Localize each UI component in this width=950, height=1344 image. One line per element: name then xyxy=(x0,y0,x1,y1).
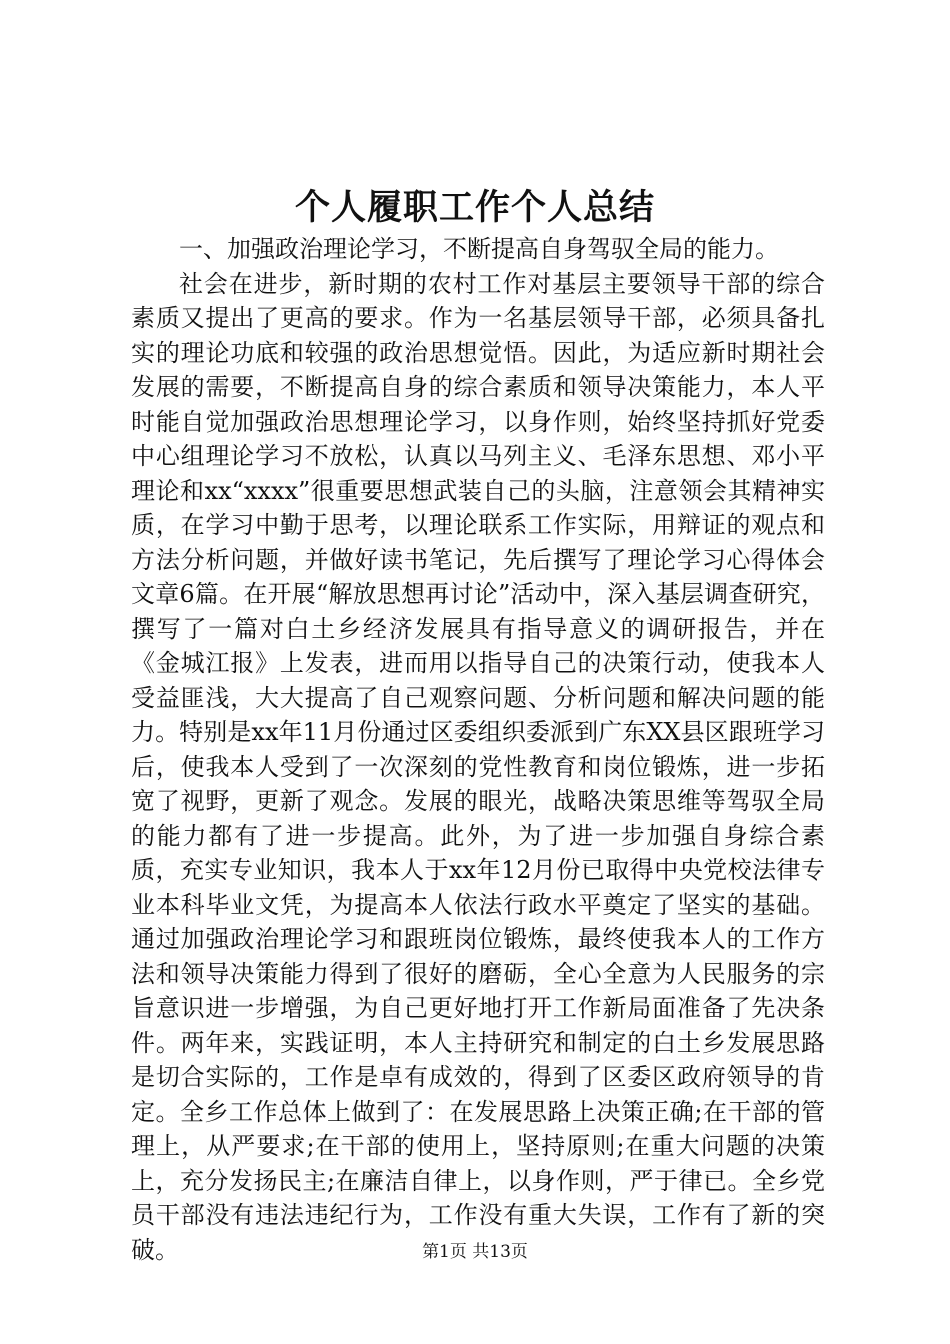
document-title: 个人履职工作个人总结 xyxy=(294,187,655,228)
body-paragraph: 社会在进步，新时期的农村工作对基层主要领导干部的综合素质又提出了更高的要求。作为一名基层领导干部，必须具备扎实的理论功底和较强的政治思想觉悟。因此，为适应新时期社会发展的需要，不断提高自身的综合素质和领导决策能力，本人平时能自觉加强政治思想理论学习，以身作则，始终坚持抓好党委中心组理论学习不放松，认真以马列主义、毛泽东思想、邓小平理论和xx“xxxx”很重要思想武装自己的头脑，注意领会其精神实质，在学习中勤于思考，以理论联系工作实际，用辩证的观点和方法分析问题，并做好读书笔记，先后撰写了理论学习心得体会文章6篇。在开展“解放思想再讨论”活动中，深入基层调查研究，撰写了一篇对白土乡经济发展具有指导意义的调研报告，并在《金城江报》上发表，进而用以指导自己的决策行动，使我本人受益匪浅，大大提高了自己观察问题、分析问题和解决问题的能力。特别是xx年11月份通过区委组织委派到广东XX县区跟班学习后，使我本人受到了一次深刻的党性教育和岗位锻炼，进一步拓宽了视野，更新了观念。发展的眼光，战略决策思维等驾驭全局的能力都有了进一步提高。此外，为了进一步加强自身综合素质，充实专业知识，我本人于xx年12月份已取得中央党校法律专业本科毕业文凭，为提高本人依法行政水平奠定了坚实的基础。通过加强政治理论学习和跟班岗位锻炼，最终使我本人的工作方法和领导决策能力得到了很好的磨砺，全心全意为人民服务的宗旨意识进一步增强，为自己更好地打开工作新局面准备了先决条件。两年来，实践证明，本人主持研究和制定的白土乡发展思路是切合实际的，工作是卓有成效的，得到了区委区政府领导的肯定。全乡工作总体上做到了：在发展思路上决策正确;在干部的管理上，从严要求;在干部的使用上，坚持原则;在重大问题的决策上，充分发扬民主;在廉洁自律上，以身作则，严于律已。全乡党员干部没有违法违纪行为，工作没有重大失误，工作有了新的突破。 xyxy=(131,269,825,1264)
section-heading: 一、加强政治理论学习，不断提高自身驾驭全局的能力。 xyxy=(179,235,779,263)
document-body xyxy=(131,232,825,1267)
page-number: 第1页 共13页 xyxy=(422,1242,528,1262)
